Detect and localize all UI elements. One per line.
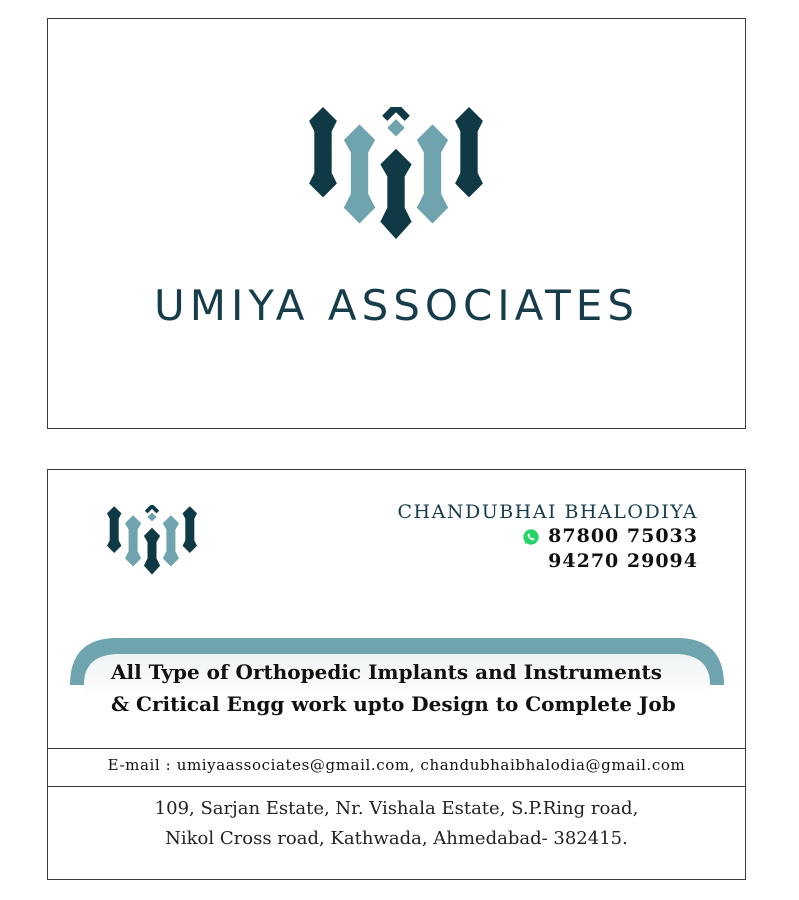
divider	[48, 748, 745, 749]
address-block	[48, 794, 745, 854]
business-card-front	[47, 18, 746, 429]
company-logo-icon	[107, 505, 197, 583]
address-line: 109, Sarjan Estate, Nr. Vishala Estate, S.P.Ring road,	[154, 798, 639, 819]
address-line: Nikol Cross road, Kathwada, Ahmedabad- 382415.	[165, 828, 628, 849]
divider	[48, 786, 745, 787]
email-row	[48, 756, 745, 774]
whatsapp-icon	[522, 528, 540, 546]
company-logo-icon	[309, 107, 483, 253]
company-name: UMIYA ASSOCIATES	[154, 281, 639, 330]
phone-number: 94270 29094	[548, 550, 698, 572]
services-line: All Type of Orthopedic Implants and Instruments	[111, 660, 662, 684]
phone-row-whatsapp	[398, 524, 698, 549]
phone-number: 87800 75033	[548, 525, 698, 547]
business-card-back	[47, 469, 746, 880]
email-addresses: umiyaassociates@gmail.com, chandubhaibhalodia@gmail.com	[176, 756, 686, 774]
email-label: E-mail :	[107, 756, 172, 774]
services-description	[111, 656, 676, 720]
contact-block	[398, 500, 698, 574]
contact-name: CHANDUBHAI BHALODIYA	[397, 501, 698, 523]
services-line: & Critical Engg work upto Design to Complete Job	[111, 692, 676, 716]
